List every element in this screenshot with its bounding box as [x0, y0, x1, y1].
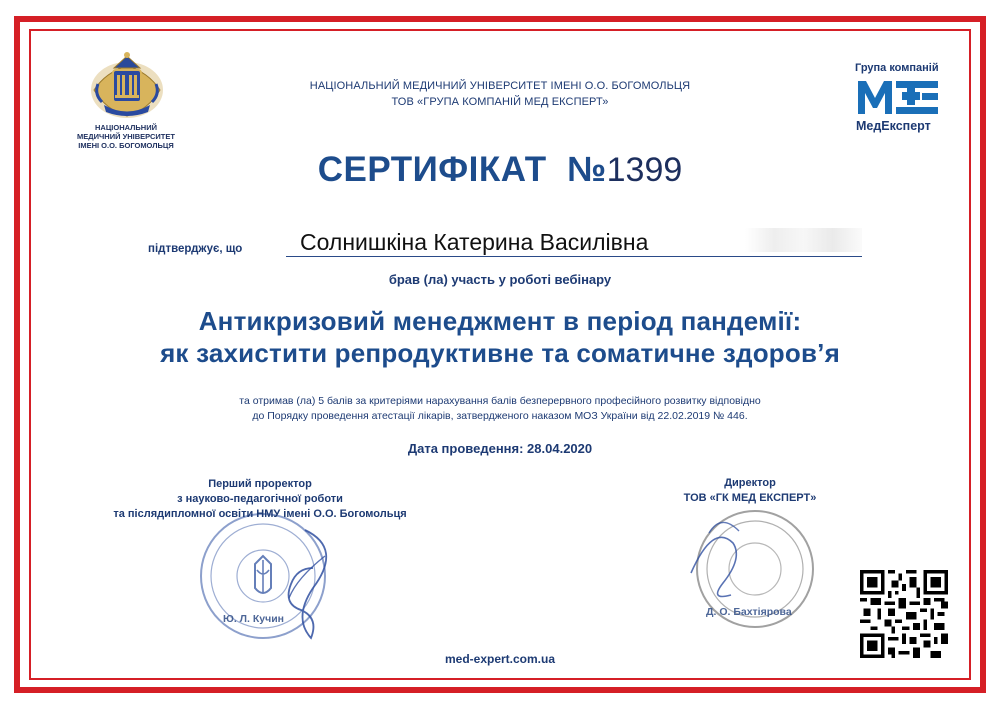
- webinar-topic-line1: Антикризовий менеджмент в період пандемії:: [198, 306, 802, 336]
- webinar-topic-line2: як захистити репродуктивне та соматичне здоров’я: [160, 338, 840, 368]
- left-signer-name: Ю. Л. Кучин: [223, 613, 285, 625]
- left-signatory-title: Перший проректор: [208, 478, 312, 490]
- certificate-number: 1399: [606, 151, 683, 189]
- points-text-line1: та отримав (ла) 5 балів за критеріями нарахування балів безперервного професійного розвитку відповідно: [239, 395, 761, 407]
- left-signatory-institution: та післядипломної освіти НМУ імені О.О. Богомольця: [113, 508, 407, 520]
- right-signer-name: Д. О. Бахтіярова: [706, 606, 792, 618]
- redacted-area: [745, 228, 862, 252]
- qr-code-icon[interactable]: [860, 570, 948, 658]
- university-crest-icon: [86, 50, 168, 120]
- company-logo-name: МедЕксперт: [856, 119, 931, 133]
- confirms-label: підтверджує, що: [148, 243, 243, 255]
- right-signatory-company: ТОВ «ГК МЕД ЕКСПЕРТ»: [683, 492, 817, 504]
- left-signatory-role: з науково-педагогічної роботи: [177, 493, 343, 505]
- company-caption: Група компаній: [855, 62, 939, 74]
- university-name: НАЦІОНАЛЬНИЙ МЕДИЧНИЙ УНІВЕРСИТЕТ ІМЕНІ О.О. БОГОМОЛЬЦЯ: [77, 123, 175, 150]
- website-link[interactable]: med-expert.com.ua: [444, 652, 556, 666]
- organizer-company: ТОВ «ГРУПА КОМПАНІЙ МЕД ЕКСПЕРТ»: [391, 96, 609, 108]
- recipient-name: Солнишкіна Катерина Василівна: [300, 229, 649, 255]
- medexpert-logo-icon: [856, 78, 940, 116]
- certificate-title-label: СЕРТИФІКАТ №: [317, 150, 607, 189]
- participation-text: брав (ла) участь у роботі вебінару: [388, 272, 612, 287]
- right-signatory-title: Директор: [724, 477, 776, 489]
- organizer-university: НАЦІОНАЛЬНИЙ МЕДИЧНИЙ УНІВЕРСИТЕТ ІМЕНІ О.О. БОГОМОЛЬЦЯ: [309, 80, 691, 92]
- university-stamp-icon: [193, 508, 343, 648]
- points-text-line2: до Порядку проведення атестації лікарів, затвердженого наказом МОЗ України від 22.02.2019 № 446.: [252, 410, 748, 422]
- certificate-title: [0, 150, 1000, 190]
- event-date: Дата проведення: 28.04.2020: [407, 441, 593, 456]
